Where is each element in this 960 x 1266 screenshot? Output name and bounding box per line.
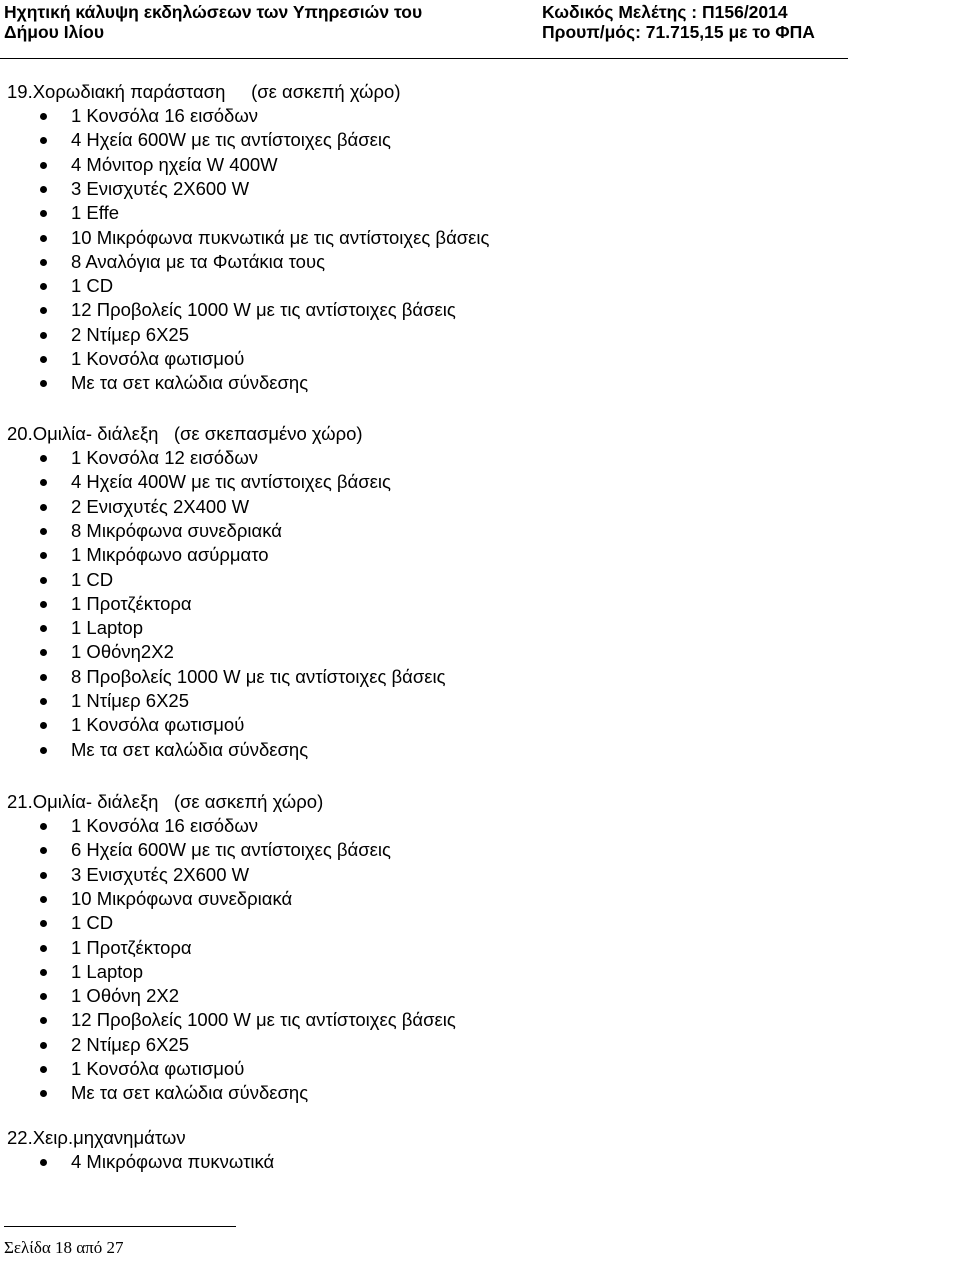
list-item (0, 738, 900, 762)
list-item-text: 8 Αναλόγια με τα Φωτάκια τους (71, 250, 325, 272)
list-item (0, 911, 900, 935)
list-item (0, 274, 900, 298)
bullet-icon (40, 1066, 47, 1073)
list-item-text: 1 Μικρόφωνο ασύρματο (71, 544, 269, 566)
list-item-text: 2 Ενισχυτές 2Χ400 W (71, 495, 250, 517)
list-item (0, 887, 900, 911)
bullet-icon (40, 649, 47, 656)
list-item-text: 2 Ντίμερ 6Χ25 (71, 1033, 189, 1055)
section-title: 21.Ομιλία- διάλεξη (σε ασκεπή χώρο) (7, 791, 324, 812)
list-item-text: 8 Προβολείς 1000 W με τις αντίστοιχες βάσεις (71, 665, 446, 687)
list-item-text: 10 Μικρόφωνα πυκνωτικά με τις αντίστοιχες βάσεις (71, 226, 490, 248)
list-item-text: 1 Κονσόλα φωτισμού (71, 348, 245, 369)
list-item (0, 519, 900, 543)
bullet-icon (40, 747, 47, 754)
list-item (0, 347, 900, 371)
bullet-icon (40, 356, 47, 363)
list-item-text: 1 CD (71, 275, 114, 297)
list-item-text: 4 Μικρόφωνα πυκνωτικά (71, 1151, 275, 1172)
bullet-icon (40, 113, 47, 120)
list-item-text: 2 Ντίμερ 6Χ25 (71, 323, 189, 345)
bullet-icon (40, 186, 47, 193)
header-municipality: Δήμου Ιλίου (4, 22, 105, 42)
list-item (0, 153, 900, 177)
list-item (0, 1008, 900, 1032)
section-title: 20.Ομιλία- διάλεξη (σε σκεπασμένο χώρο) (7, 423, 363, 444)
section-title: 19.Χορωδιακή παράσταση (σε ασκεπή χώρο) (7, 81, 401, 102)
bullet-icon (40, 625, 47, 632)
bullet-icon (40, 283, 47, 290)
list-item-text: 1 Οθόνη2Χ2 (71, 641, 174, 663)
list-item-text: 1 Laptop (71, 617, 144, 639)
list-item-text: 4 Ηχεία 600W με τις αντίστοιχες βάσεις (71, 129, 391, 151)
list-item-text: 1 Προτζέκτορα (71, 592, 192, 614)
list-item-text: 6 Ηχεία 600W με τις αντίστοιχες βάσεις (71, 839, 391, 861)
list-item-text: 12 Προβολείς 1000 W με τις αντίστοιχες βάσεις (71, 299, 456, 321)
list-item (0, 936, 900, 960)
list-item-text: 1 Κονσόλα φωτισμού (71, 1058, 245, 1079)
section-title: 22.Χειρ.μηχανημάτων (7, 1127, 186, 1148)
bullet-icon (40, 162, 47, 169)
list-item-text: 1 Laptop (71, 960, 144, 982)
page-number: Σελίδα 18 από 27 (4, 1238, 124, 1257)
bullet-icon (40, 847, 47, 854)
list-item (0, 371, 900, 395)
list-item-text: 1 Κονσόλα 16 εισόδων (71, 105, 259, 126)
list-item (0, 104, 900, 128)
list-item-text: 3 Ενισχυτές 2Χ600 W (71, 863, 250, 885)
list-item (0, 495, 900, 519)
list-item (0, 323, 900, 347)
header-study-code: Κωδικός Μελέτης : Π156/2014 (542, 2, 788, 22)
list-item (0, 177, 900, 201)
bullet-icon (40, 332, 47, 339)
list-item-text: Με τα σετ καλώδια σύνδεσης (71, 738, 309, 760)
list-item-text: 1 Ντίμερ 6Χ25 (71, 690, 189, 711)
list-item (0, 470, 900, 494)
list-item (0, 960, 900, 984)
footer-divider (4, 1226, 236, 1227)
list-item (0, 1033, 900, 1057)
bullet-icon (40, 307, 47, 314)
list-item-text: 10 Μικρόφωνα συνεδριακά (71, 887, 293, 909)
list-item (0, 863, 900, 887)
list-item (0, 568, 900, 592)
list-item (0, 1081, 900, 1105)
list-item-text: 1 Κονσόλα 12 εισόδων (71, 447, 259, 468)
bullet-icon (40, 528, 47, 535)
list-item-text: Με τα σετ καλώδια σύνδεσης (71, 372, 309, 394)
list-item-text: 1 Οθόνη 2Χ2 (71, 985, 179, 1007)
list-item (0, 128, 900, 152)
bullet-icon (40, 1042, 47, 1049)
list-item (0, 1057, 900, 1081)
bullet-icon (40, 674, 47, 681)
bullet-icon (40, 896, 47, 903)
header-project-title: Ηχητική κάλυψη εκδηλώσεων των Υπηρεσιών του (4, 2, 423, 22)
list-item (0, 592, 900, 616)
list-item (0, 689, 900, 713)
bullet-icon (40, 698, 47, 705)
header-divider (0, 58, 848, 59)
list-item-text: 3 Ενισχυτές 2Χ600 W (71, 177, 250, 199)
header-budget: Προυπ/μός: 71.715,15 με το ΦΠΑ (542, 22, 815, 42)
list-item (0, 640, 900, 664)
list-item-text: 1 CD (71, 568, 114, 590)
list-item (0, 665, 900, 689)
list-item-text: 1 Κονσόλα φωτισμού (71, 714, 245, 736)
list-item-text: 1 Προτζέκτορα (71, 936, 192, 958)
bullet-icon (40, 479, 47, 486)
bullet-icon (40, 235, 47, 242)
page-header (0, 0, 960, 62)
list-item (0, 446, 900, 470)
bullet-icon (40, 380, 47, 387)
bullet-icon (40, 455, 47, 462)
list-item (0, 543, 900, 567)
bullet-icon (40, 1159, 47, 1166)
bullet-icon (40, 969, 47, 976)
bullet-icon (40, 259, 47, 266)
bullet-icon (40, 945, 47, 952)
list-item (0, 814, 900, 838)
list-item (0, 1150, 900, 1174)
bullet-icon (40, 1090, 47, 1097)
bullet-icon (40, 920, 47, 927)
list-item-text: 8 Μικρόφωνα συνεδριακά (71, 519, 282, 541)
list-item-text: 4 Ηχεία 400W με τις αντίστοιχες βάσεις (71, 471, 391, 493)
list-item (0, 298, 900, 322)
list-item-text: 1 Effe (71, 202, 120, 224)
list-item (0, 616, 900, 640)
list-item-text: Με τα σετ καλώδια σύνδεσης (71, 1082, 309, 1104)
list-item (0, 713, 900, 737)
bullet-icon (40, 1017, 47, 1024)
bullet-icon (40, 823, 47, 830)
list-item (0, 201, 900, 225)
bullet-icon (40, 993, 47, 1000)
bullet-icon (40, 210, 47, 217)
bullet-icon (40, 872, 47, 879)
bullet-icon (40, 601, 47, 608)
bullet-icon (40, 552, 47, 559)
list-item (0, 226, 900, 250)
list-item-text: 12 Προβολείς 1000 W με τις αντίστοιχες βάσεις (71, 1009, 456, 1031)
bullet-icon (40, 577, 47, 584)
bullet-icon (40, 722, 47, 729)
list-item-text: 1 CD (71, 912, 114, 934)
list-item-text: 1 Κονσόλα 16 εισόδων (71, 815, 259, 836)
list-item (0, 984, 900, 1008)
bullet-icon (40, 504, 47, 511)
bullet-icon (40, 137, 47, 144)
list-item (0, 838, 900, 862)
list-item-text: 4 Μόνιτορ ηχεία W 400W (71, 153, 278, 175)
list-item (0, 250, 900, 274)
